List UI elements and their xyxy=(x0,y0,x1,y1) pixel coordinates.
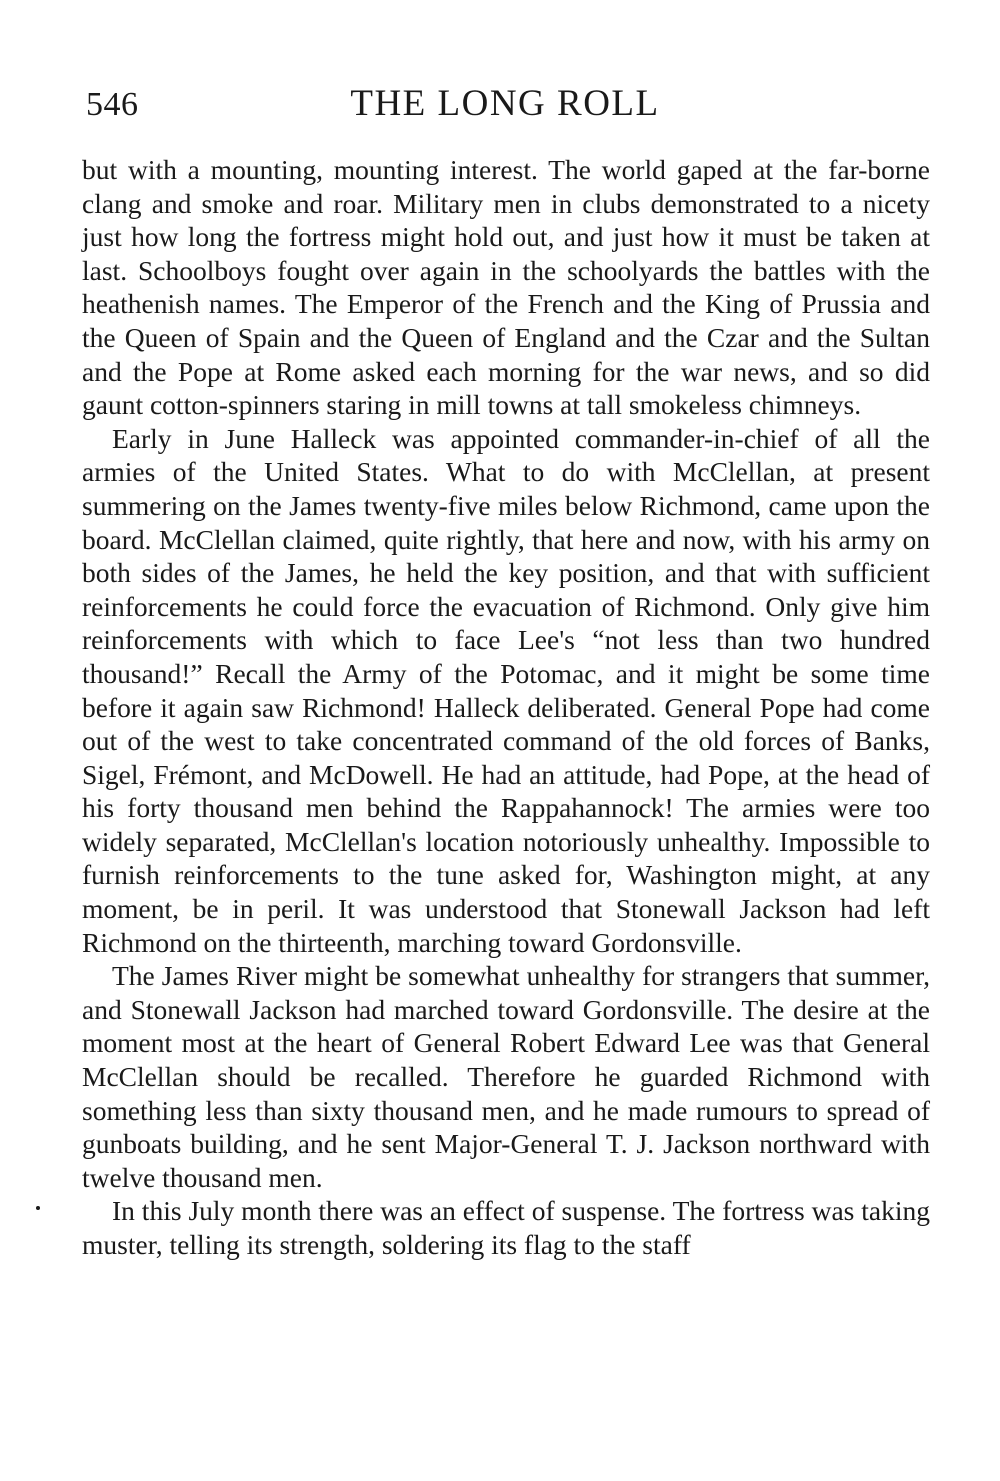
body-text xyxy=(82,153,930,1262)
page-number: 546 xyxy=(86,86,139,123)
paragraph-4: In this July month there was an effect of suspense. The fortress was taking muster, telling its strength, soldering its flag to the staff xyxy=(82,1195,930,1260)
margin-mark xyxy=(36,1206,40,1210)
page-header xyxy=(80,82,930,132)
paragraph-1: but with a mounting, mounting interest. The world gaped at the far-borne clang and smoke and roar. Military men in clubs demonstrated to a nicety just how long the fortress might hold out, and just how it must be taken at last. Schoolboys fought over again in the schoolyards the battles with the heathenish names. The Emperor of the French and the King of Prussia and the Queen of Spain and the Queen of England and the Czar and the Sultan and the Pope at Rome asked each morning for the war news, and so did gaunt cotton-spinners staring in mill towns at tall smokeless chimneys. xyxy=(82,154,930,421)
paragraph-3: The James River might be somewhat unhealthy for strangers that summer, and Stonewall Jackson had marched toward Gordonsville. The desire at the moment most at the heart of General Robert Edward Lee was that General McClellan should be recalled. Therefore he guarded Richmond with something less than sixty thousand men, and he made rumours to spread of gunboats building, and he sent Major-General T. J. Jackson northward with twelve thousand men. xyxy=(82,960,930,1193)
paragraph-2: Early in June Halleck was appointed commander-in-chief of all the armies of the United States. What to do with McClellan, at present summering on the James twenty-five miles below Richmond, came upon the board. McClellan claimed, quite rightly, that here and now, with his army on both sides of the James, he held the key position, and that with sufficient reinforcements he could force the evacuation of Richmond. Only give him reinforcements with which to face Lee's “not less than two hundred thousand!” Recall the Army of the Potomac, and it might be some time before it again saw Richmond! Halleck deliberated. General Pope had come out of the west to take concentrated command of the old forces of Banks, Sigel, Frémont, and McDowell. He had an attitude, had Pope, at the head of his forty thousand men behind the Rappahannock! The armies were too widely separated, McClellan's location notoriously unhealthy. Impossible to furnish reinforcements to the tune asked for, Washington might, at any moment, be in peril. It was understood that Stonewall Jackson had left Richmond on the thirteenth, marching toward Gordonsville. xyxy=(82,422,930,958)
running-title: THE LONG ROLL xyxy=(350,83,660,124)
